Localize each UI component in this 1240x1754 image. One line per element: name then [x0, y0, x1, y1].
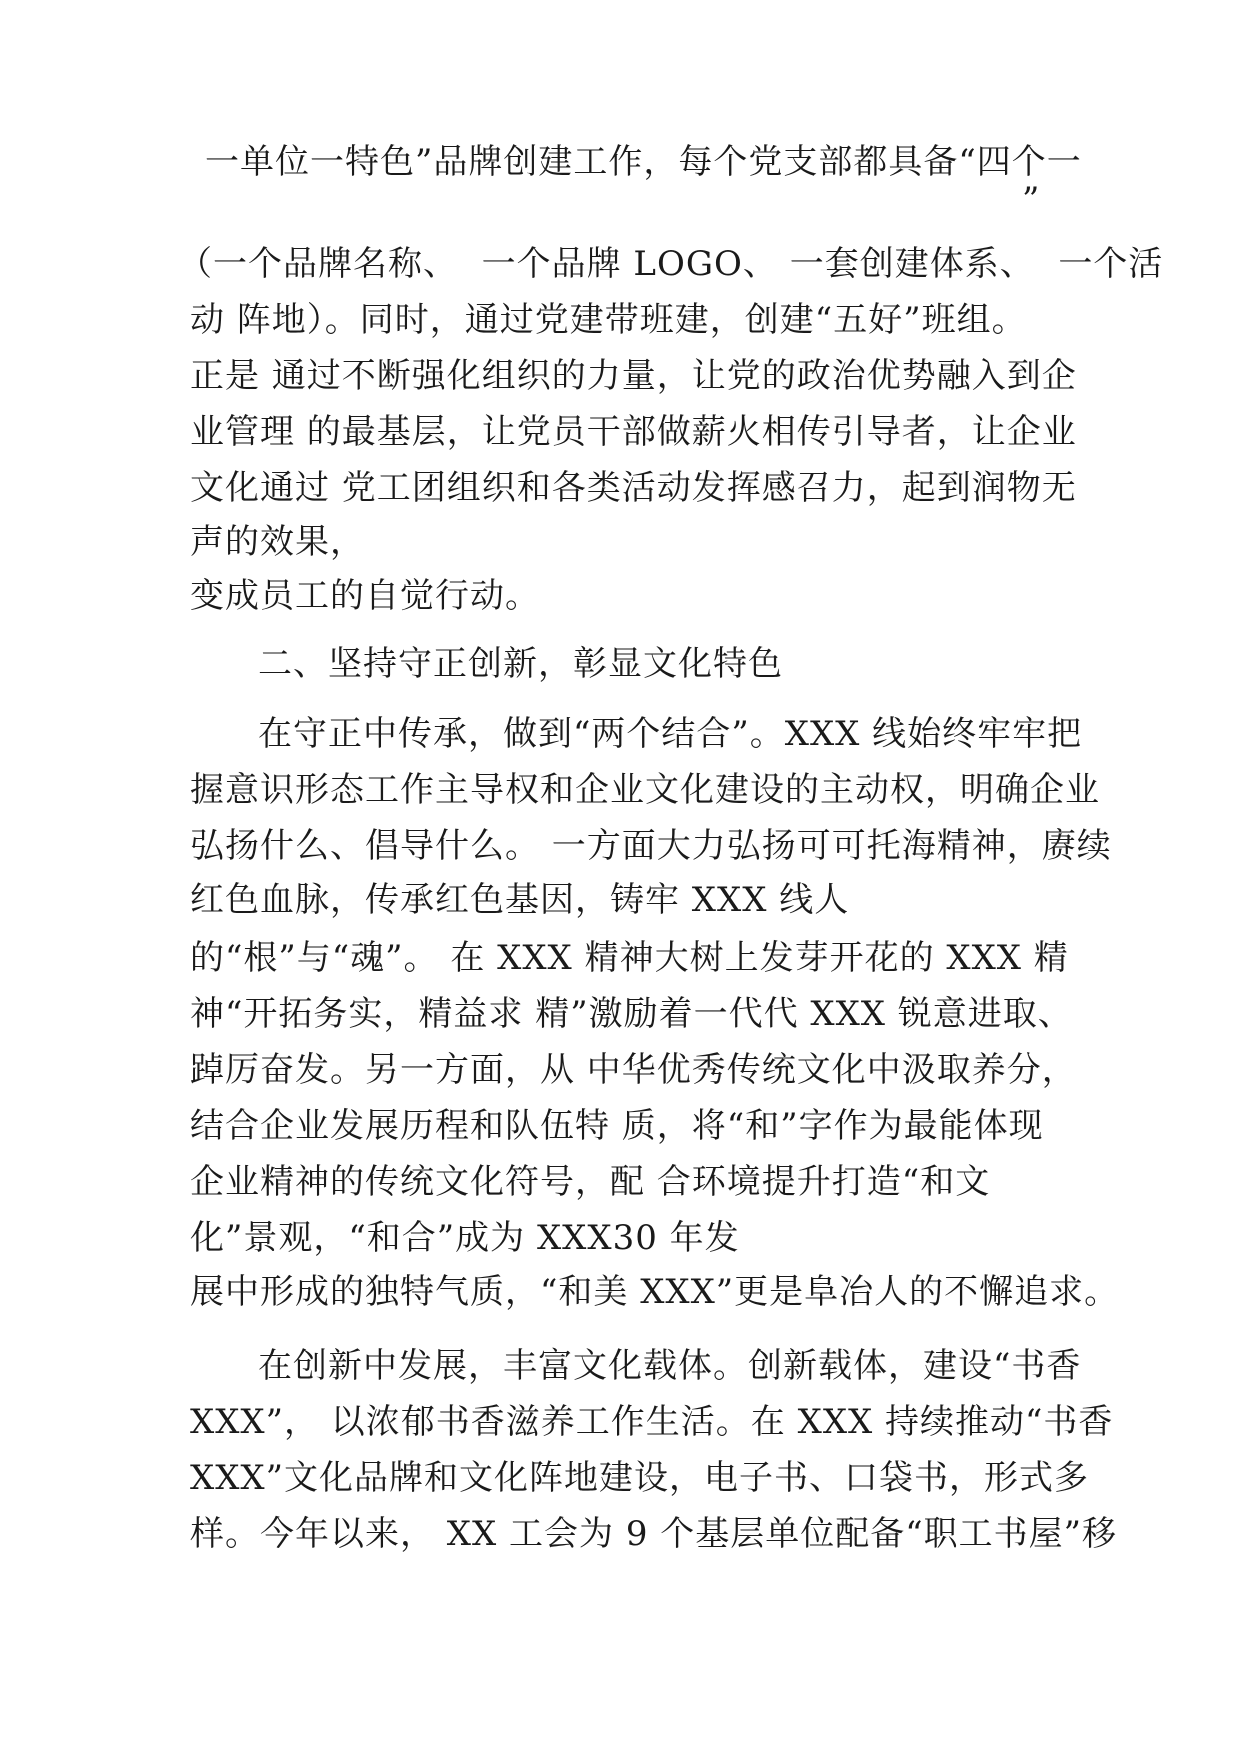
- section-heading: 二、坚持守正创新，彰显文化特色: [258, 644, 783, 684]
- text-line: 神“开拓务实，精益求 精”激励着一代代 XXX 锐意进取、: [190, 994, 1073, 1034]
- text-line: 展中形成的独特气质，“和美 XXX”更是阜冶人的不懈追求。: [190, 1272, 1120, 1312]
- text-line: XXX”， 以浓郁书香滋养工作生活。在 XXX 持续推动“书香: [190, 1402, 1114, 1442]
- text-line: 踔厉奋发。另一方面，从 中华优秀传统文化中汲取养分，: [190, 1050, 1077, 1090]
- text-line: 变成员工的自觉行动。: [190, 576, 540, 616]
- text-line: （一个品牌名称、 一个品牌 LOGO、 一套创建体系、 一个活: [178, 244, 1164, 284]
- text-line: 红色血脉，传承红色基因，铸牢 XXX 线人: [190, 880, 850, 920]
- text-line: ”: [1022, 180, 1041, 220]
- text-line: 正是 通过不断强化组织的力量，让党的政治优势融入到企: [190, 356, 1077, 396]
- text-line: 在守正中传承，做到“两个结合”。XXX 线始终牢牢把: [258, 714, 1083, 754]
- text-line: XXX”文化品牌和文化阵地建设，电子书、口袋书，形式多: [190, 1458, 1089, 1498]
- text-line: 动 阵地）。同时，通过党建带班建，创建“五好”班组。: [190, 300, 1027, 340]
- text-line: 在创新中发展，丰富文化载体。创新载体，建设“书香: [258, 1346, 1082, 1386]
- text-line: 弘扬什么、倡导什么。 一方面大力弘扬可可托海精神，赓续: [190, 826, 1112, 866]
- text-line: 声的效果，: [190, 522, 365, 562]
- text-line: 的“根”与“魂”。 在 XXX 精神大树上发芽开花的 XXX 精: [190, 938, 1069, 978]
- text-line: 样。今年以来， XX 工会为 9 个基层单位配备“职工书屋”移: [190, 1514, 1118, 1554]
- text-line: 结合企业发展历程和队伍特 质，将“和”字作为最能体现: [190, 1106, 1044, 1146]
- text-line: 化”景观，“和合”成为 XXX30 年发: [190, 1218, 740, 1258]
- text-line: 握意识形态工作主导权和企业文化建设的主动权，明确企业: [190, 770, 1100, 810]
- text-line: 企业精神的传统文化符号，配 合环境提升打造“和文: [190, 1162, 991, 1202]
- text-line: 业管理 的最基层，让党员干部做薪火相传引导者，让企业: [190, 412, 1077, 452]
- text-line: 一单位一特色”品牌创建工作，每个党支部都具备“四个一: [205, 142, 1082, 182]
- text-line: 文化通过 党工团组织和各类活动发挥感召力，起到润物无: [190, 468, 1077, 508]
